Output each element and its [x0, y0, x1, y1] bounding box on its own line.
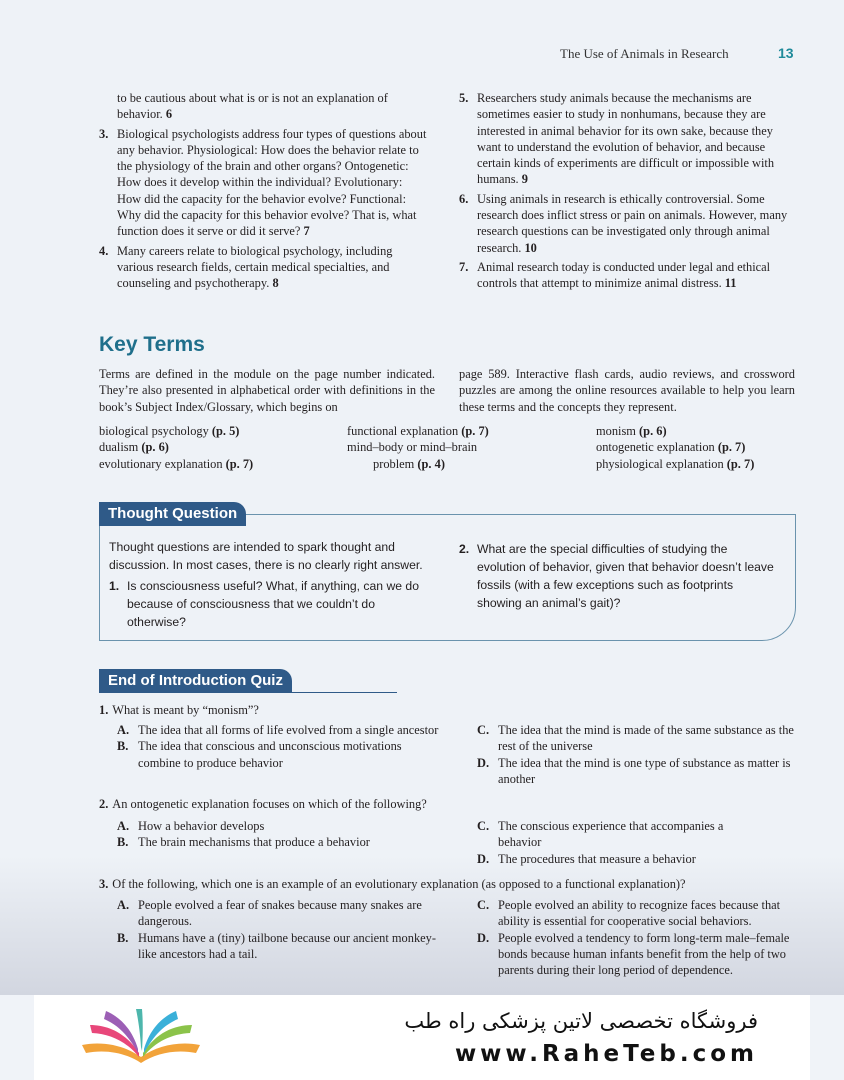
- summary-item: [99, 126, 429, 240]
- key-terms-column-3: [596, 423, 826, 472]
- summary-page-ref: 11: [724, 276, 737, 291]
- quiz-options-left: [117, 722, 447, 771]
- summary-text: Many careers relate to biological psychology, including various research fields, certain medical specialties, and counseling and psychotherapy.: [117, 243, 393, 291]
- key-terms-intro-left: Terms are defined in the module on the page number indicated. They’re also presented in alphabetical order with definitions in the book’s Subject Index/Glossary, which begins on: [99, 367, 435, 414]
- key-term: physiological explanation (p. 7): [596, 456, 755, 471]
- page-number: 13: [778, 45, 794, 61]
- summary-number: 5.: [459, 91, 469, 105]
- quiz-option[interactable]: A. The idea that all forms of life evolved from a single ancestor: [117, 723, 439, 737]
- summary-number: 7.: [459, 259, 469, 274]
- key-term: evolutionary explanation (p. 7): [99, 456, 254, 471]
- summary-page-ref: 7: [303, 224, 310, 239]
- quiz-option[interactable]: C. People evolved an ability to recognize faces because that ability is essential for cooperative social behaviors.: [477, 898, 781, 929]
- key-term: biological psychology (p. 5): [99, 424, 240, 438]
- summary-page-ref: 10: [524, 240, 537, 255]
- quiz-option[interactable]: C. The idea that the mind is made of the same substance as the rest of the universe: [477, 723, 794, 754]
- summary-number: 6.: [459, 191, 469, 206]
- key-term: functional explanation (p. 7): [347, 424, 489, 438]
- thought-question-left: [109, 538, 427, 631]
- summary-page-ref: 8: [272, 276, 279, 291]
- quiz-options-left: [117, 897, 437, 962]
- quiz-option[interactable]: D. The idea that the mind is one type of substance as matter is another: [477, 755, 791, 786]
- quiz-heading: End of Introduction Quiz: [99, 669, 292, 693]
- summary-number: 4.: [99, 243, 109, 258]
- banner-website: www.RaheTeb.com: [454, 1041, 758, 1067]
- key-terms-intro-right: page 589. Interactive flash cards, audio reviews, and crossword puzzles are among the online resources available to help you learn these terms and the concepts they represent.: [459, 367, 795, 414]
- summary-item: [99, 243, 429, 292]
- quiz-option[interactable]: A. People evolved a fear of snakes because many snakes are dangerous.: [117, 898, 422, 929]
- summary-text: Using animals in research is ethically controversial. Some research does inflict stress or pain on animals. However, many research questions can be investigated only through animal research.: [477, 191, 788, 255]
- key-terms-column-1: [99, 423, 329, 472]
- key-term: dualism (p. 6): [99, 440, 169, 455]
- summary-number: 3.: [99, 126, 109, 141]
- summary-left-column: [99, 90, 429, 295]
- quiz-option[interactable]: C. The conscious experience that accompanies a behavior: [477, 819, 724, 850]
- quiz-options-right: [477, 722, 797, 787]
- summary-text: Biological psychologists address four types of questions about any behavior. Physiological: How does the behavior relate to the physiology of the brain and other organs? Ontogenetic: How does it develop within the individual? Evolutionary: How did the capacity for the behavior evolve? Functional: Why did the capacity for this behavior evolve? That is, what function does it serve or did it serve?: [117, 126, 427, 239]
- summary-right-column: [459, 90, 797, 295]
- thought-question-heading: Thought Question: [99, 502, 246, 526]
- open-book-logo-icon: [76, 1007, 206, 1069]
- thought-question-item: 1. Is consciousness useful? What, if anything, can we do because of consciousness that we couldn’t do otherwise?: [109, 579, 419, 629]
- summary-item: [459, 259, 797, 292]
- quiz-question-stem: 2. An ontogenetic explanation focuses on which of the following?: [99, 797, 427, 811]
- quiz-question-stem: 3. Of the following, which one is an example of an evolutionary explanation (as opposed to a functional explanation)?: [99, 877, 686, 891]
- thought-question-item: 2. What are the special difficulties of studying the evolution of behavior, given that behavior doesn’t leave fossils (with a few exceptions such as footprints showing an animal’s gait)?: [459, 542, 774, 610]
- quiz-options-left: [117, 818, 447, 851]
- quiz-option[interactable]: B. The idea that conscious and unconscious motivations combine to produce behavior: [117, 739, 402, 770]
- banner-store-name: فروشگاه تخصصی لاتین پزشکی راه طب: [404, 1009, 758, 1033]
- running-head: The Use of Animals in Research: [560, 46, 729, 61]
- key-term: monism (p. 6): [596, 424, 667, 438]
- quiz-question-stem: 1. What is meant by “monism”?: [99, 703, 259, 717]
- summary-text: Animal research today is conducted under legal and ethical controls that attempt to minimize animal distress.: [477, 259, 771, 291]
- summary-item: [459, 90, 797, 188]
- thought-question-intro: Thought questions are intended to spark thought and discussion. In most cases, there is no clearly right answer.: [109, 540, 423, 572]
- thought-question-right: [459, 540, 774, 612]
- quiz-option[interactable]: D. The procedures that measure a behavior: [477, 851, 696, 866]
- summary-page-ref: 9: [521, 172, 528, 187]
- quiz-options-right: [477, 897, 799, 978]
- key-term-continuation: problem (p. 4): [373, 456, 445, 471]
- summary-page-ref: 6: [165, 107, 173, 122]
- key-term: ontogenetic explanation (p. 7): [596, 440, 746, 455]
- quiz-option[interactable]: B. Humans have a (tiny) tailbone because our ancient monkey-like ancestors had a tail.: [117, 930, 436, 961]
- summary-text: Researchers study animals because the mechanisms are sometimes easier to study in nonhumans, because they are interested in animal behavior for its own sake, because they want to understand the evolution of behavior, and because certain kinds of experiments are difficult or impossible with humans.: [477, 91, 775, 187]
- key-terms-column-2: [347, 423, 577, 472]
- summary-item: [459, 191, 797, 256]
- store-banner: [34, 995, 810, 1080]
- quiz-option[interactable]: B. The brain mechanisms that produce a behavior: [117, 835, 370, 850]
- key-term: mind–body or mind–brain: [347, 440, 478, 455]
- quiz-options-right: [477, 818, 767, 867]
- summary-text: to be cautious about what is or is not an explanation of behavior.: [117, 91, 388, 122]
- quiz-option[interactable]: A. How a behavior develops: [117, 819, 265, 833]
- summary-item: [99, 90, 429, 123]
- key-terms-heading: Key Terms: [99, 333, 205, 356]
- quiz-option[interactable]: D. People evolved a tendency to form long-term male–female bonds because human infants benefit from the help of two parents during their long period of dependence.: [477, 930, 790, 978]
